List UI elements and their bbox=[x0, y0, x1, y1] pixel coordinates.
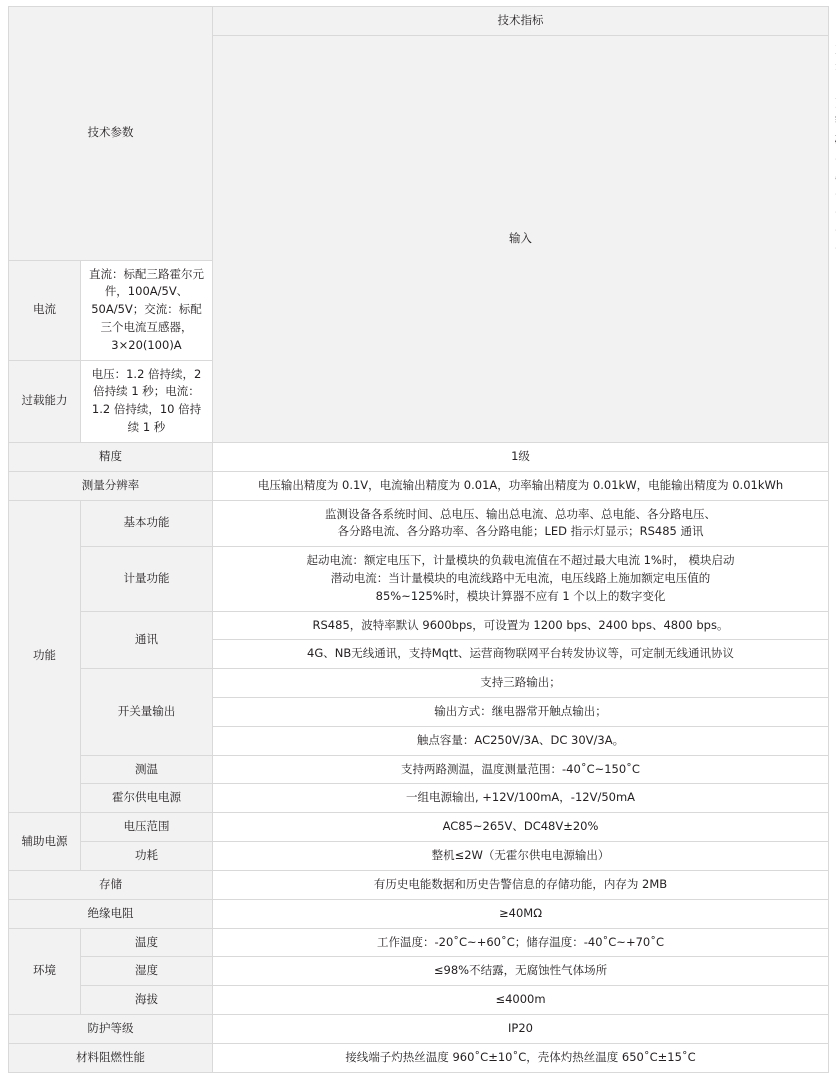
spec-text-line: 触点容量：AC250V/3A、DC 30V/3A。 bbox=[416, 732, 625, 747]
spec-text-line: AC85~265V、DC48V±20% bbox=[442, 819, 599, 834]
spec-text-line: 整机≤2W（无霍尔供电电源输出） bbox=[431, 848, 610, 863]
value-3-4 bbox=[213, 669, 829, 698]
row-value-5 bbox=[213, 870, 829, 899]
group-label-0: 输入 bbox=[213, 35, 829, 442]
row-value-2 bbox=[213, 471, 829, 500]
sub-label-7-0: 温度 bbox=[81, 928, 213, 957]
spec-text-line: 输出方式：继电器常开触点输出； bbox=[434, 704, 607, 718]
group-label-4: 辅助电源 bbox=[9, 813, 81, 871]
table-row bbox=[9, 813, 829, 842]
header-cell-spec: 技术指标 bbox=[213, 7, 829, 36]
table-header-row bbox=[9, 7, 829, 36]
spec-text-line: 潜动电流：当计量模块的电流线路中无电流，电压线路上施加额定电压值的 bbox=[330, 570, 711, 585]
table-row bbox=[9, 842, 829, 871]
value-0-2 bbox=[81, 360, 213, 442]
table-row bbox=[9, 500, 829, 547]
spec-text-line: 起动电流：额定电压下，计量模块的负载电流值在不超过最大电流 1%时， 模块启动 bbox=[306, 553, 735, 568]
sub-label-7-1: 湿度 bbox=[81, 957, 213, 986]
table-row bbox=[9, 899, 829, 928]
sub-label-3-7: 测温 bbox=[81, 755, 213, 784]
header-cell-parameter: 技术参数 bbox=[9, 7, 213, 261]
spec-text-line: 电压输出精度为 0.1V，电流输出精度为 0.01A，功率输出精度为 0.01kW，电能输出精度为 0.01kWh bbox=[257, 477, 784, 492]
value-3-6 bbox=[213, 726, 829, 755]
table-row bbox=[9, 611, 829, 640]
spec-text-line: 支持三路输出； bbox=[480, 675, 561, 690]
sub-label-7-2: 海拔 bbox=[81, 986, 213, 1015]
technical-specification-table bbox=[8, 6, 829, 1073]
value-3-0 bbox=[213, 500, 829, 547]
table-row bbox=[9, 1043, 829, 1072]
spec-text-line: 85%~125%时，模块计算器不应有 1 个以上的数字变化 bbox=[375, 588, 666, 603]
spec-text-line: 直流：标配三路霍尔元件，100A/5V、50A/5V；交流：标配三个电流互感器，3×20(100)A bbox=[89, 266, 204, 352]
table-row bbox=[9, 442, 829, 471]
value-3-2 bbox=[213, 611, 829, 640]
value-7-0 bbox=[213, 928, 829, 957]
sub-label-3-1: 计量功能 bbox=[81, 547, 213, 611]
spec-text-line: RS485，波特率默认 9600bps，可设置为 1200 bps、2400 bps、4800 bps。 bbox=[312, 617, 729, 632]
table-row bbox=[9, 784, 829, 813]
group-label-3: 功能 bbox=[9, 500, 81, 813]
spec-text-line: 1级 bbox=[511, 448, 530, 463]
spec-sheet bbox=[0, 6, 836, 1073]
row-label-9: 材料阻燃性能 bbox=[9, 1043, 213, 1072]
spec-text-line: 电压：1.2 倍持续，2 倍持续 1 秒；电流：1.2 倍持续，10 倍持续 1 秒 bbox=[91, 366, 202, 435]
spec-text-line: ≤4000m bbox=[495, 992, 546, 1007]
table-row bbox=[9, 669, 829, 698]
sub-label-4-0: 电压范围 bbox=[81, 813, 213, 842]
table-row bbox=[9, 471, 829, 500]
sub-label-0-2: 过载能力 bbox=[9, 360, 81, 442]
spec-text-line: 工作温度：-20˚C~+60˚C；储存温度：-40˚C~+70˚C bbox=[377, 934, 664, 949]
spec-text-line: 监测设备各系统时间、总电压、输出总电流、总功率、总电能、各分路电压、 bbox=[325, 506, 716, 521]
spec-text-line: 支持两路测温，温度测量范围：-40˚C~150˚C bbox=[401, 761, 640, 776]
row-label-6: 绝缘电阻 bbox=[9, 899, 213, 928]
row-value-1 bbox=[213, 442, 829, 471]
row-label-2: 测量分辨率 bbox=[9, 471, 213, 500]
table-row bbox=[9, 986, 829, 1015]
row-label-1: 精度 bbox=[9, 442, 213, 471]
table-row bbox=[9, 1014, 829, 1043]
sub-label-3-8: 霍尔供电电源 bbox=[81, 784, 213, 813]
spec-table-body bbox=[9, 7, 829, 1073]
group-label-7: 环境 bbox=[9, 928, 81, 1014]
value-7-2 bbox=[213, 986, 829, 1015]
spec-text-line: ≥40MΩ bbox=[499, 905, 542, 920]
value-3-7 bbox=[213, 755, 829, 784]
table-row bbox=[9, 928, 829, 957]
row-label-5: 存储 bbox=[9, 870, 213, 899]
sub-label-3-0: 基本功能 bbox=[81, 500, 213, 547]
row-value-9 bbox=[213, 1043, 829, 1072]
spec-text-line: 接线端子灼热丝温度 960˚C±10˚C，壳体灼热丝温度 650˚C±15˚C bbox=[345, 1049, 696, 1064]
value-4-0 bbox=[213, 813, 829, 842]
value-3-8 bbox=[213, 784, 829, 813]
table-row bbox=[9, 957, 829, 986]
spec-text-line: 各分路电流、各分路功率、各分路电能；LED 指示灯显示；RS485 通讯 bbox=[337, 524, 704, 539]
value-3-3 bbox=[213, 640, 829, 669]
table-row bbox=[9, 547, 829, 611]
row-value-8 bbox=[213, 1014, 829, 1043]
value-0-1 bbox=[81, 260, 213, 360]
sub-label-4-1: 功耗 bbox=[81, 842, 213, 871]
value-4-1 bbox=[213, 842, 829, 871]
row-label-8: 防护等级 bbox=[9, 1014, 213, 1043]
table-row bbox=[9, 870, 829, 899]
spec-text-line: ≤98%不结露，无腐蚀性气体场所 bbox=[433, 963, 608, 978]
spec-text-line: 4G、NB无线通讯，支持Mqtt、运营商物联网平台转发协议等，可定制无线通讯协议 bbox=[307, 646, 734, 661]
table-row bbox=[9, 755, 829, 784]
value-7-1 bbox=[213, 957, 829, 986]
value-3-1 bbox=[213, 547, 829, 611]
sub-label-3-2: 通讯 bbox=[81, 611, 213, 669]
spec-text-line: 一组电源输出, +12V/100mA，-12V/50mA bbox=[405, 790, 636, 805]
sub-label-0-1: 电流 bbox=[9, 260, 81, 360]
sub-label-3-4: 开关量输出 bbox=[81, 669, 213, 755]
value-3-5 bbox=[213, 698, 829, 727]
spec-text-line: 有历史电能数据和历史告警信息的存储功能，内存为 2MB bbox=[373, 876, 668, 891]
row-value-6 bbox=[213, 899, 829, 928]
spec-text-line: IP20 bbox=[508, 1020, 533, 1035]
